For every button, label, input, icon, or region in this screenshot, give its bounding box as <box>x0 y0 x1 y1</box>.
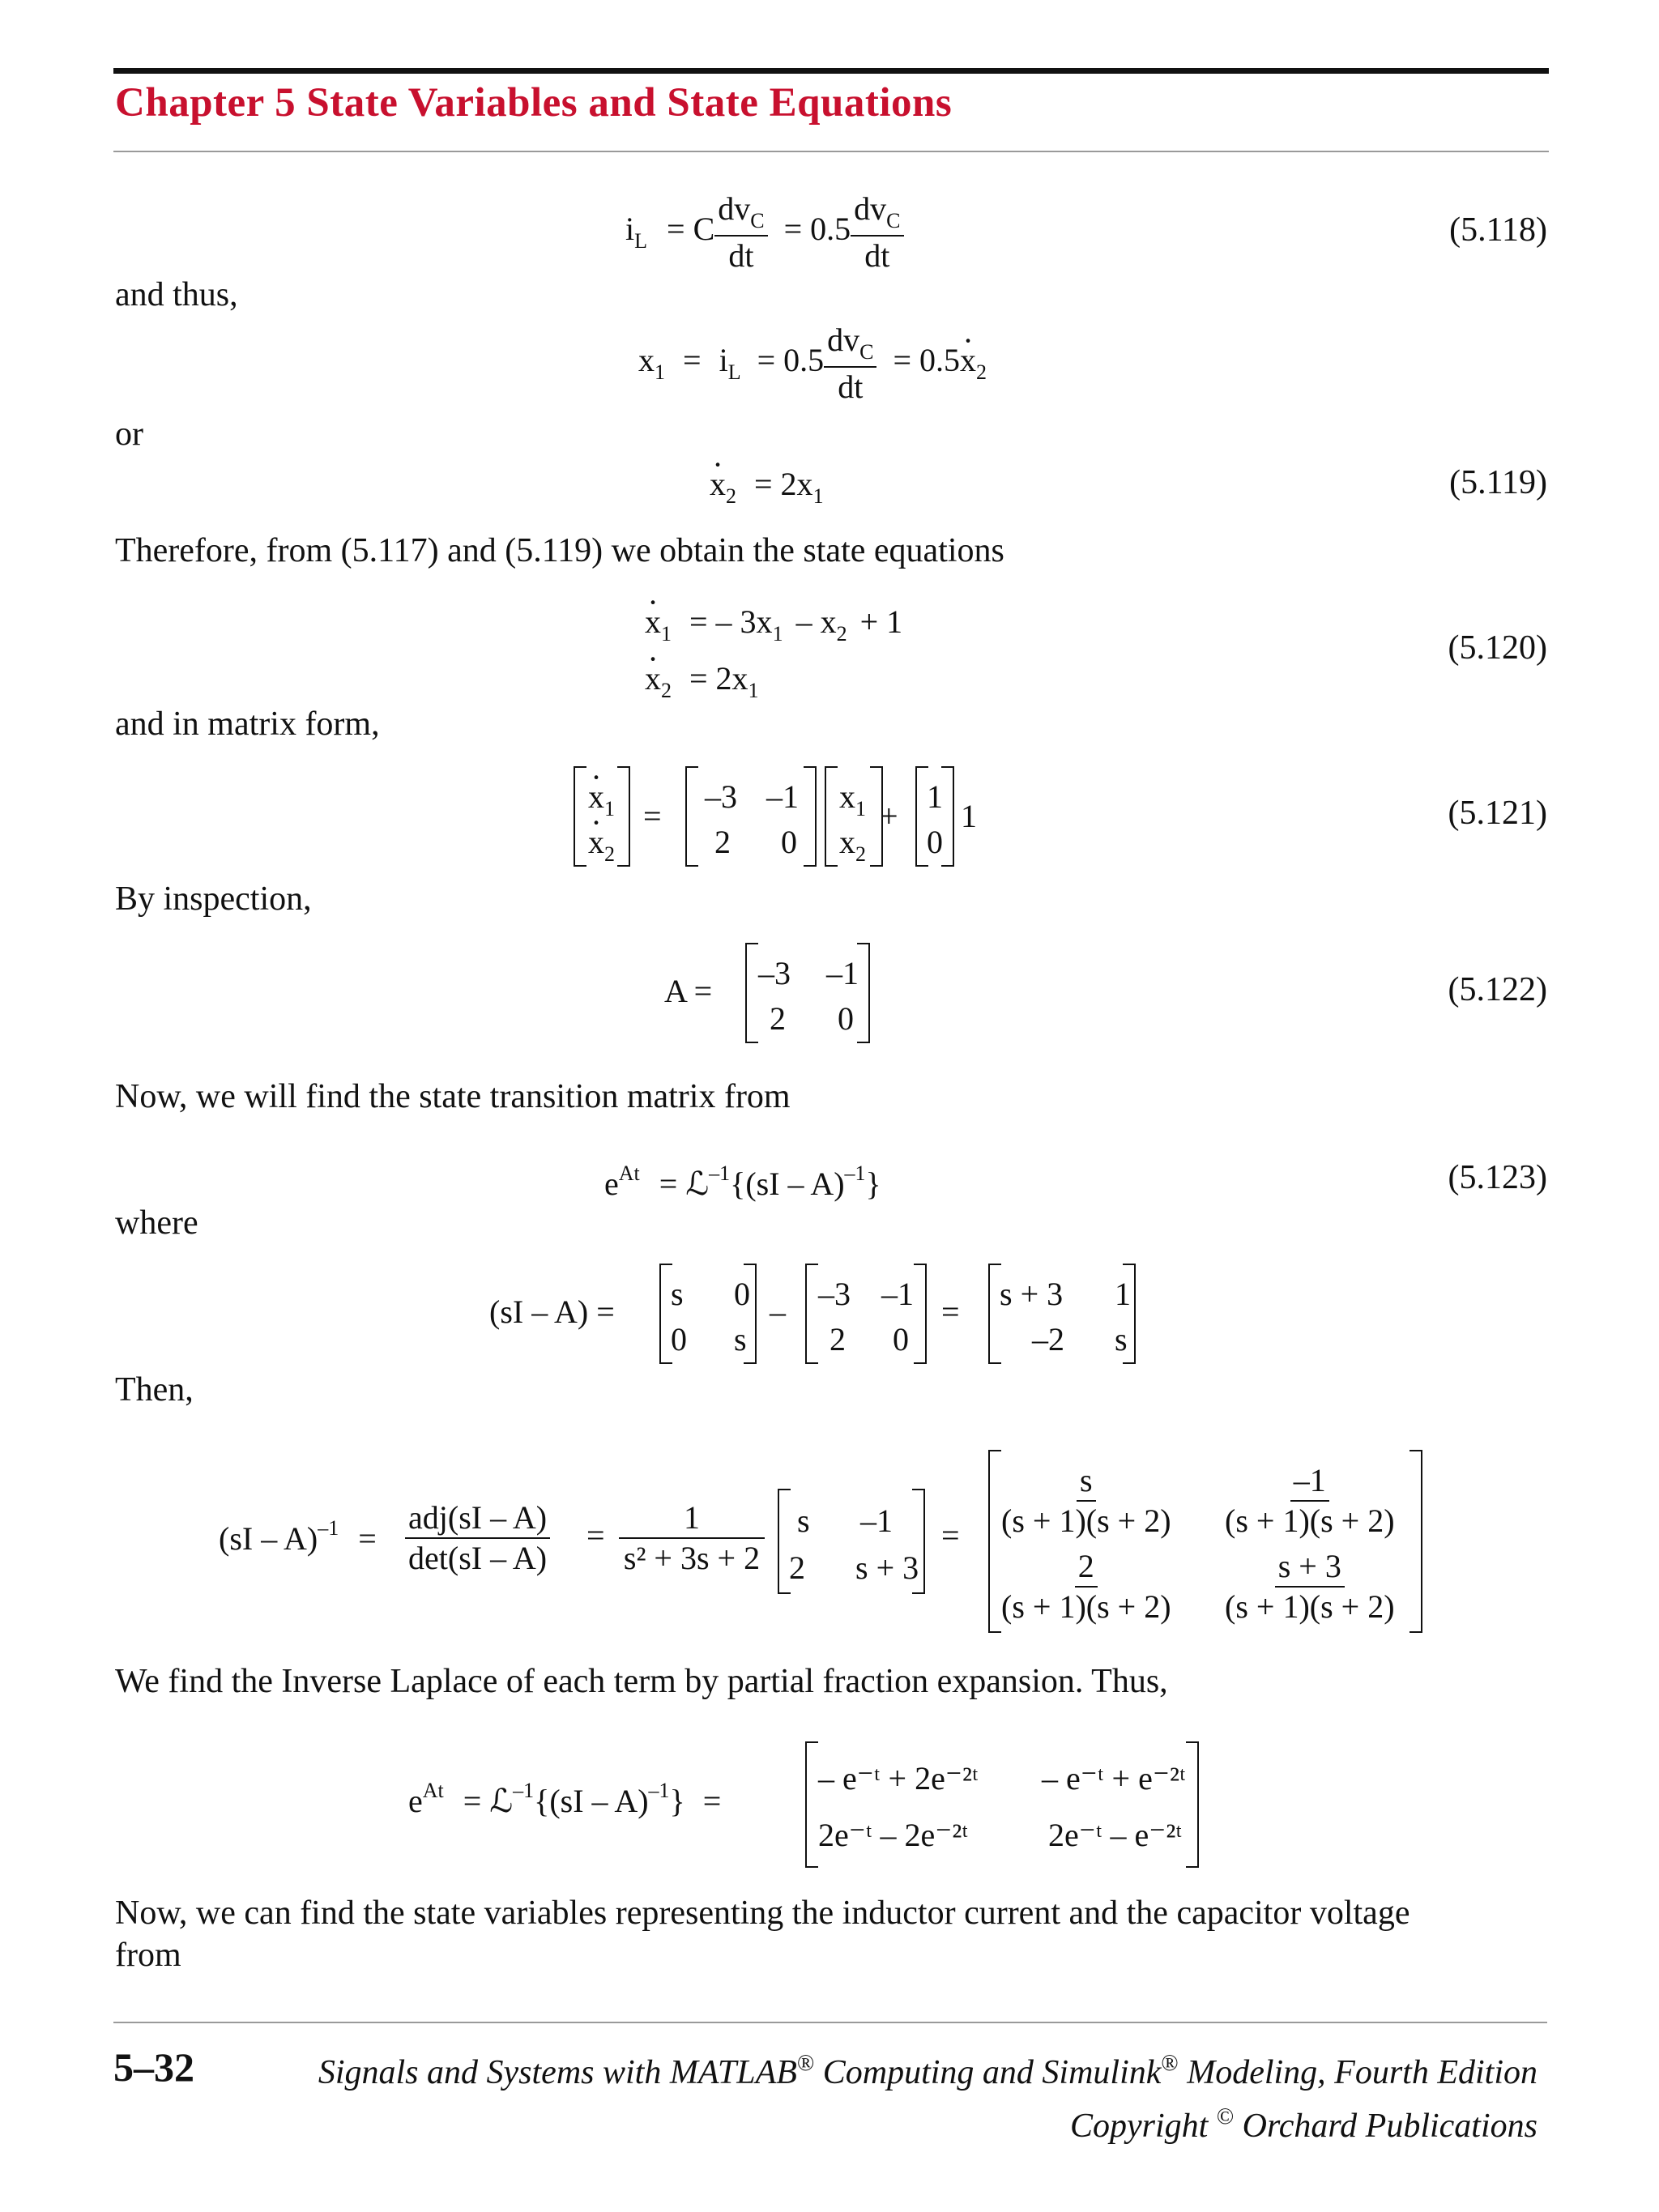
text-now-state-line1: Now, we can find the state variables representing the inductor current and the capacitor voltage <box>115 1894 1410 1932</box>
equation-5-119: $x \cdot_2 = 2x_1$ <box>710 465 824 509</box>
inverse-lhs: (sI – A)$^{-1}$ = <box>219 1516 377 1557</box>
equation-number-5-119: (5.119) <box>1449 464 1547 501</box>
book-title: Signals and Systems with MATLAB® Computing and Simulink® Modeling, Fourth Edition <box>318 2051 1537 2091</box>
equals-sign-3: = <box>586 1517 605 1554</box>
matrix-a-5-122: –3 –1 2 0 <box>745 943 870 1043</box>
matrix-partial: $\frac{s}{(s + 1)(s + 2)}$ $\frac{-1}{(s + 1)(s + 2)}$ $\frac{2}{(s + 1)(s + 2)}$ $\frac{s + 3}{(s + 1)(s + 2)}$ <box>988 1450 1422 1633</box>
top-rule <box>113 68 1549 74</box>
footer-divider <box>113 2022 1547 2023</box>
text-now-state-line2: from <box>115 1937 181 1974</box>
equation-number-5-120: (5.120) <box>1448 629 1547 667</box>
text-matrix-form: and in matrix form, <box>115 705 380 743</box>
equation-number-5-123: (5.123) <box>1448 1159 1547 1196</box>
matrix-x: $x_1$ $x_2$ <box>825 766 883 867</box>
equation-5-118: $i_L = C$ $\frac{dv_C}{dt}$ = 0.5 $\frac{dv_C}{dt}$ <box>625 191 904 274</box>
one-over-poly: $\frac{1}{\text{s² + 3s + 2}}$ <box>619 1500 765 1576</box>
text-or: or <box>115 416 143 453</box>
plus-sign: + <box>880 798 898 834</box>
text-and-thus: and thus, <box>115 276 238 313</box>
matrix-adj: s –1 2 s + 3 <box>778 1489 925 1594</box>
text-where: where <box>115 1204 198 1242</box>
equation-number-5-118: (5.118) <box>1449 211 1547 249</box>
equation-number-5-122: (5.122) <box>1448 971 1547 1008</box>
equation-5-120-line1: $x \cdot_1$ = – $3x_1 - x_2 + 1$ <box>645 603 902 646</box>
si-minus-a-lhs: (sI – A) = <box>489 1294 615 1330</box>
a-equals: A = <box>664 973 713 1009</box>
matrix-a-sub: –3 –1 2 0 <box>805 1264 927 1364</box>
equation-5-123: $e^{At}$ = ℒ$^{-1}${(sI – A)$^{-1}$} <box>604 1161 881 1202</box>
matrix-a: –3 –1 2 0 <box>685 766 817 867</box>
chapter-title: Chapter 5 State Variables and State Equations <box>115 80 953 126</box>
matrix-si-minus-a: s + 3 1 –2 s <box>988 1264 1136 1364</box>
equals-sign-2: = <box>941 1294 960 1330</box>
equation-x1-il: $x_1 = i_L = 0.5$ $\frac{dv_C}{dt}$ = $0.5x \cdot_2$ <box>638 322 987 405</box>
text-inverse-laplace: We find the Inverse Laplace of each term by partial fraction expansion. Thus, <box>115 1663 1168 1700</box>
equation-5-120-line2: $x \cdot_2 = 2x_1$ <box>645 659 759 703</box>
text-then: Then, <box>115 1371 194 1409</box>
adj-over-det: $\frac{\text{adj(sI – A)}}{\det(sI - A)}$ <box>405 1500 550 1576</box>
eat-result-lhs: $e^{At}$ = ℒ$^{-1}${(sI – A)$^{-1}$} = <box>408 1779 722 1819</box>
text-now-find: Now, we will find the state transition matrix from <box>115 1078 791 1115</box>
equals-sign-4: = <box>941 1517 960 1554</box>
matrix-b: 1 0 <box>915 766 954 867</box>
text-therefore: Therefore, from (5.117) and (5.119) we obtain the state equations <box>115 532 1004 569</box>
equals-sign: = <box>643 798 662 834</box>
matrix-si: s 0 0 s <box>659 1264 757 1364</box>
equation-number-5-121: (5.121) <box>1448 795 1547 832</box>
page-number: 5–32 <box>113 2044 194 2090</box>
input-one: 1 <box>961 798 977 834</box>
matrix-eat: – e⁻ᵗ + 2e⁻²ᵗ – e⁻ᵗ + e⁻²ᵗ 2e⁻ᵗ – 2e⁻²ᵗ 2e⁻ᵗ – e⁻²ᵗ <box>805 1741 1199 1868</box>
minus-sign: – <box>770 1294 786 1330</box>
copyright-line: Copyright © Orchard Publications <box>1070 2104 1537 2145</box>
header-divider <box>113 151 1549 152</box>
text-by-inspection: By inspection, <box>115 880 312 918</box>
matrix-xdot: $x \cdot_1$ $x \cdot_2$ <box>574 766 630 867</box>
